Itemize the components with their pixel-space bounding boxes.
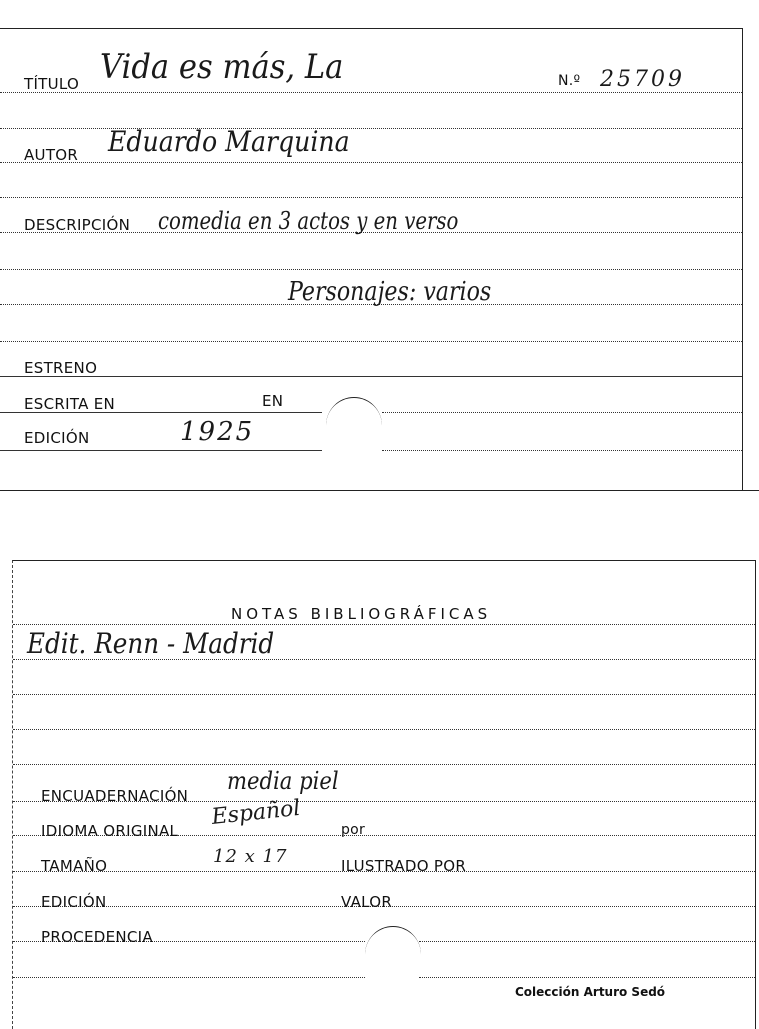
handwritten-descripcion: comedia en 3 actos y en verso (158, 207, 459, 235)
ruled-line (0, 376, 742, 377)
ruled-line (0, 450, 322, 451)
ruled-line (0, 162, 742, 163)
ruled-line (13, 729, 755, 730)
handwritten-edicion: 1925 (180, 417, 255, 447)
ruled-line (0, 269, 742, 270)
idioma-original-label: IDIOMA ORIGINAL (41, 822, 179, 840)
por-label: por (341, 822, 366, 838)
ruled-line (419, 977, 755, 978)
catalog-card-bottom (12, 560, 756, 1029)
procedencia-label: PROCEDENCIA (41, 928, 153, 946)
handwritten-titulo: Vida es más, La (100, 47, 344, 87)
ruled-line (13, 764, 755, 765)
ruled-line (0, 197, 742, 198)
edicion-label: EDICIÓN (24, 429, 90, 447)
ruled-line (13, 694, 755, 695)
ruled-line (0, 92, 742, 93)
numero-label: N.º (558, 73, 581, 89)
card-bottom-edge (0, 490, 759, 491)
autor-label: AUTOR (24, 146, 79, 164)
punch-hole (365, 926, 421, 983)
ilustrado-por-label: ILUSTRADO POR (341, 857, 467, 875)
handwritten-idioma: Español (210, 795, 302, 830)
notas-heading: NOTAS BIBLIOGRÁFICAS (231, 605, 492, 623)
handwritten-notas: Edit. Renn - Madrid (27, 627, 275, 660)
descripcion-label: DESCRIPCIÓN (24, 216, 131, 234)
edicion-label-bottom: EDICIÓN (41, 893, 107, 911)
en-label: EN (262, 392, 284, 410)
ruled-line (382, 450, 742, 451)
collection-credit: Colección Arturo Sedó (515, 985, 666, 999)
titulo-label: TÍTULO (24, 75, 80, 93)
ruled-line (419, 941, 755, 942)
handwritten-encuadernacion: media piel (227, 767, 339, 795)
punch-hole (326, 397, 382, 454)
encuadernacion-label: ENCUADERNACIÓN (41, 787, 189, 805)
handwritten-tamano: 12 x 17 (213, 846, 288, 867)
tamano-label: TAMAÑO (41, 857, 108, 875)
ruled-line (0, 341, 742, 342)
escrita-en-label: ESCRITA EN (24, 395, 116, 413)
handwritten-personajes: Personajes: varios (288, 277, 492, 307)
handwritten-numero: 25709 (600, 67, 685, 92)
ruled-line (13, 977, 365, 978)
valor-label: VALOR (341, 893, 393, 911)
handwritten-autor: Eduardo Marquina (108, 125, 350, 158)
ruled-line (382, 412, 742, 413)
ruled-line (13, 624, 755, 625)
estreno-label: ESTRENO (24, 359, 98, 377)
catalog-card-top (0, 28, 743, 491)
